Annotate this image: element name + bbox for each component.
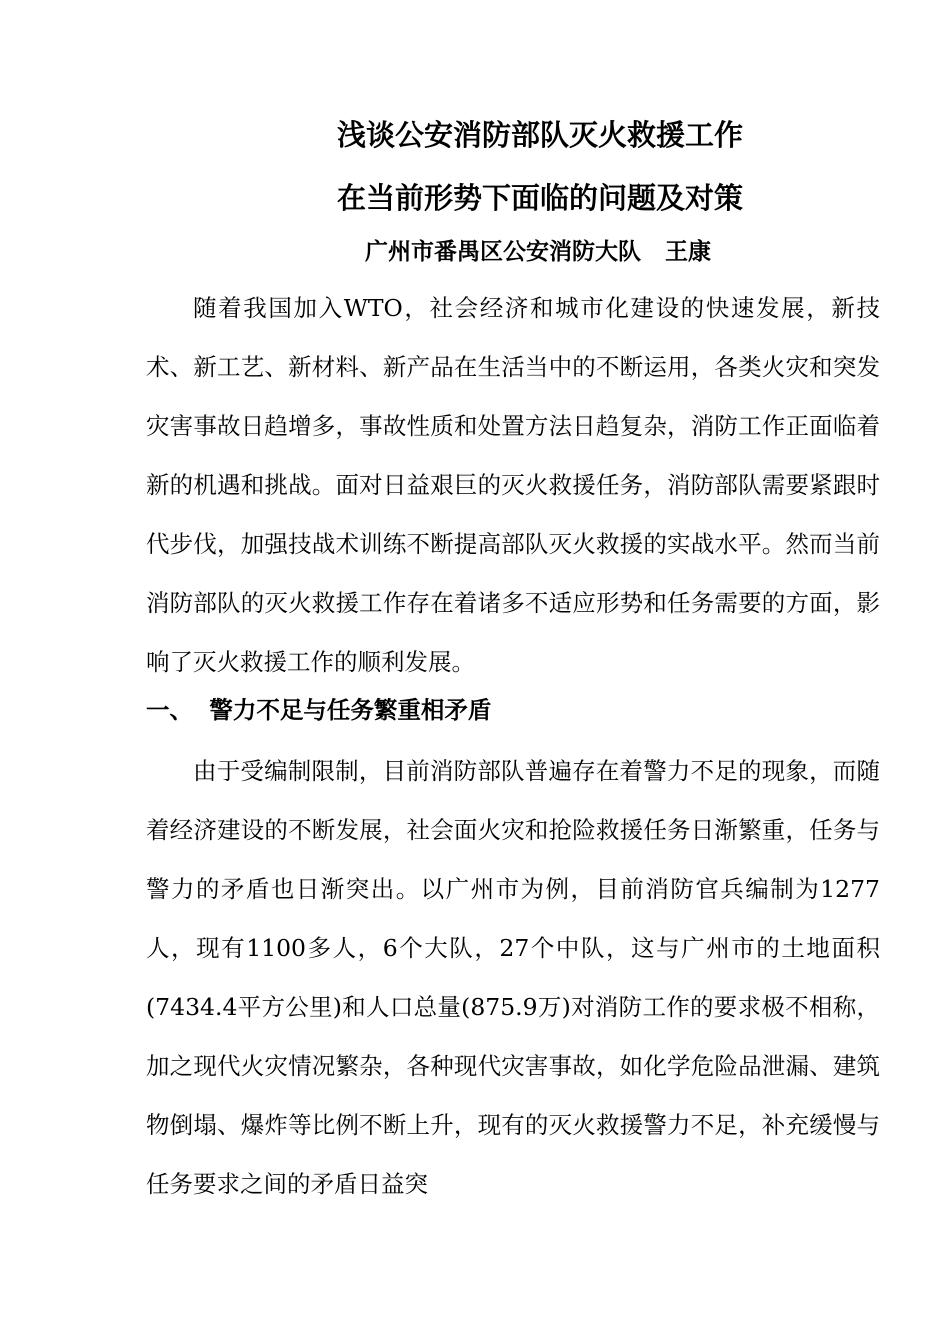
section-1-paragraph: 由于受编制限制，目前消防部队普遍存在着警力不足的现象，而随着经济建设的不断发展，社会面火灾和抢险救援任务日渐繁重，任务与警力的矛盾也日渐突出。以广州市为例，目前消防官兵编制为1277人，现有1100多人，6个大队，27个中队，这与广州市的土地面积 (7434.4平方公里)和人口总量(875.9万)对消防工作的要求极不相称，加之现代火灾情况繁杂，各种现代灾害事故，如化学危险品泄漏、建筑物倒塌、爆炸等比例不断上升，现有的灭火救援警力不足，补充缓慢与任务要求之间的矛盾日益突	[146, 757, 880, 1198]
document-title-line-2: 在当前形势下面临的问题及对策	[336, 181, 743, 215]
document-title-line-1: 浅谈公安消防部队灭火救援工作	[336, 118, 743, 152]
section-heading-1: 一、 警力不足与任务繁重相矛盾	[146, 696, 492, 724]
intro-paragraph: 随着我国加入WTO，社会经济和城市化建设的快速发展，新技术、新工艺、新材料、新产品在生活当中的不断运用，各类火灾和突发灾害事故日趋增多，事故性质和处置方法日趋复杂，消防工作正面临着新的机遇和挑战。面对日益艰巨的灭火救援任务，消防部队需要紧跟时代步伐，加强技战术训练不断提高部队灭火救援的实战水平。然而当前消防部队的灭火救援工作存在着诸多不适应形势和任务需要的方面，影响了灭火救援工作的顺利发展。	[146, 294, 880, 676]
author-line: 广州市番禺区公安消防大队 王康	[364, 238, 712, 265]
